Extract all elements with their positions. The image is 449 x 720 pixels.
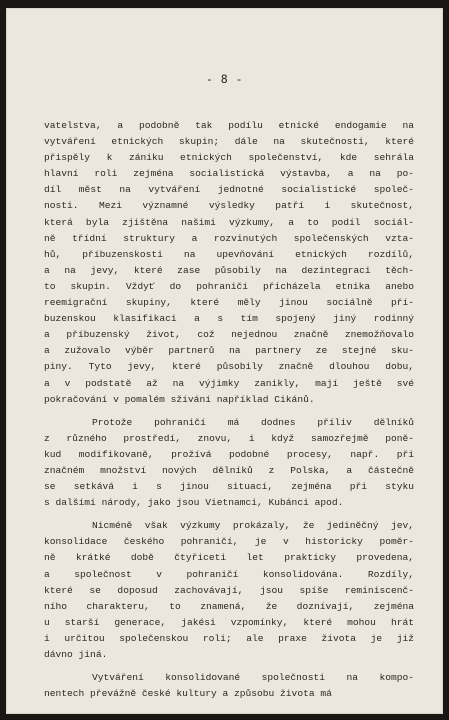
paragraph [44,415,414,512]
text-line: které se doposud zachovávají, jsou spíše reminiscenč- [44,584,414,596]
text-line: nosti. Mezi významné výsledky patří i skutečnost, [44,200,414,212]
text-line: piny. Tyto jevy, které působily značně dlouhou dobu, [44,361,414,373]
text-line: a zužovalo výběr partnerů na partnery ze stejné sku- [44,345,414,357]
text-line: reemigrační skupiny, které měly jinou sociálně pří- [44,297,414,309]
text-line: Vytváření konsolidované společnosti na kompo- [92,672,414,684]
paragraph-gap [44,663,414,670]
text-line: ního charakteru, to znamená, že doznívají, zejména [44,600,414,612]
text-line: a společnost v pohraničí konsolidována. Rozdíly, [44,568,414,580]
paragraph-gap [44,408,414,415]
text-line: ně třídní struktury a rozvinutých společenských vzta- [44,232,414,244]
text-line: vytváření etnických skupin; dále na skutečnosti, které [44,136,414,148]
text-line: Protože pohraničí má dodnes příliv dělníků [92,416,414,428]
text-line: ně krátké době čtyřiceti let prakticky provedena, [44,552,414,564]
text-line: značném množství nových dělníků z Polska, a částečně [44,464,414,476]
text-line: hů, příbuzenskosti na upevňování etnických rozdílů, [44,248,414,260]
document-body [44,118,414,702]
text-line: u starší generace, jakési vzpomínky, které mohou hrát [44,616,414,628]
text-line: to skupin. Vždyť do pohraničí přicházela etnika anebo [44,280,414,292]
text-line: i určitou společenskou roli; ale praxe života je již [44,632,414,644]
text-line: a v podstatě až na výjimky zanikly, mají ještě své [44,377,414,389]
text-line: konsolidace českého pohraničí, je v historicky poměr- [44,536,414,548]
text-line: dávno jiná. [44,649,108,660]
page-number: - 8 - [205,72,244,86]
paragraph [44,118,414,408]
text-line: přispěly k zániku etnických společenství, kde sehrála [44,152,414,164]
text-line: která byla zjištěna našimi výzkumy, a to podíl sociál- [44,216,414,228]
text-line: se setkává i s jinou situací, zejména při styku [44,481,414,493]
text-line: a na jevy, které zase působily na dezintegraci těch- [44,264,414,276]
text-line: hlavní roli zejména socialistická výstavba, a na po- [44,168,414,180]
paragraph-gap [44,511,414,518]
text-line: Nicméně však výzkumy prokázaly, že jediněčný jev, [92,520,414,532]
text-line: pokračování v pomalém sžívání například Cikánů. [44,393,315,405]
paragraph [44,518,414,663]
paragraph [44,670,414,702]
document-page [6,8,443,714]
text-line: s dalšími národy, jako jsou Vietnamci, Kubánci apod. [44,497,344,509]
text-line: díl měst na vytváření jednotné socialistické společ- [44,184,414,196]
text-line: nentech převážně české kultury a způsobu života má [44,688,332,700]
text-line: vatelstva, a podobně tak podílu etnické endogamie na [44,120,414,131]
text-line: buzenskou klasifikaci a s tím spojený jiný rodinný [44,313,414,325]
text-line: kud modifikovaně, prožívá podobné procesy, např. při [44,448,414,460]
text-line: z různého prostředí, znovu, i když samozřejmě poně- [44,432,414,444]
text-line: a příbuzenský život, což nejednou značně znemožňovalo [44,329,414,341]
